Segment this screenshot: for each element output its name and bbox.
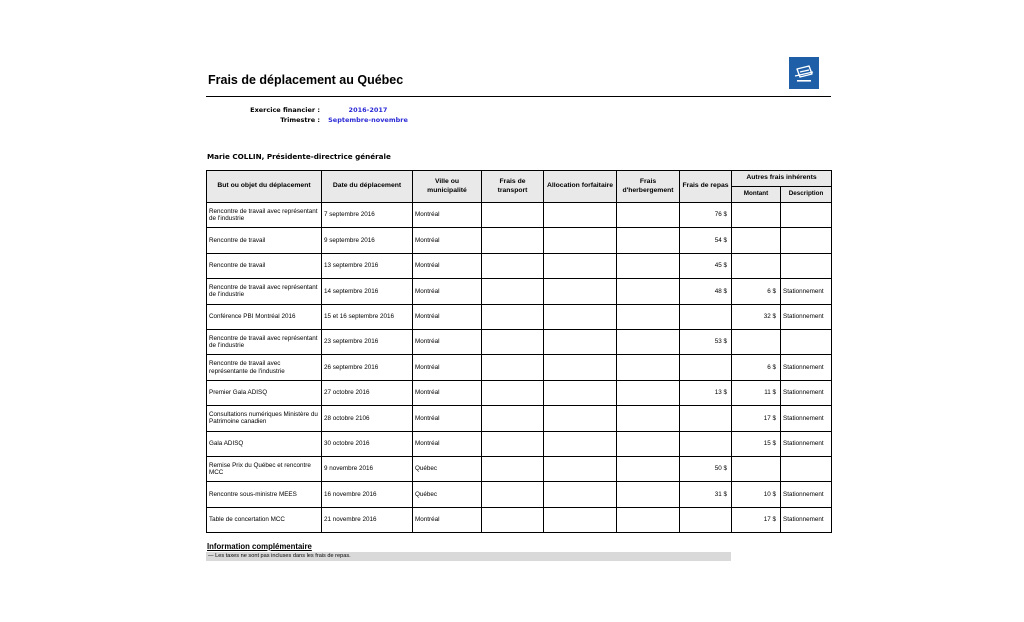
cell-allowance [544,406,617,431]
cell-other-amount: 17 $ [732,507,781,532]
cell-city: Montréal [413,253,482,278]
cell-meals [680,355,732,380]
cell-transport [482,203,544,228]
header-other-description: Description [781,187,832,203]
table-row [207,329,832,354]
page-title: Frais de déplacement au Québec [208,73,404,87]
title-divider [206,96,831,97]
cell-allowance [544,203,617,228]
cell-purpose: Consultations numériques Ministère du Patrimoine canadien [207,406,322,431]
table-row [207,406,832,431]
cell-other-description [781,253,832,278]
cell-transport [482,482,544,507]
table-row [207,279,832,304]
cell-other-description [781,203,832,228]
cell-allowance [544,482,617,507]
cell-other-amount: 10 $ [732,482,781,507]
cell-other-amount: 17 $ [732,406,781,431]
fiscal-year-label: Exercice financier : [250,106,320,114]
table-row [207,507,832,532]
table-row [207,482,832,507]
cell-city: Montréal [413,203,482,228]
header-city: Ville ou municipalité [413,171,482,203]
table-row [207,380,832,405]
cell-city: Québec [413,482,482,507]
cell-meals [680,304,732,329]
cell-date: 26 septembre 2016 [322,355,413,380]
header-other-fees: Autres frais inhérents [732,171,832,187]
cell-meals: 76 $ [680,203,732,228]
cell-meals: 53 $ [680,329,732,354]
cell-date: 28 octobre 2106 [322,406,413,431]
cell-transport [482,507,544,532]
cell-purpose: Remise Prix du Québec et rencontre MCC [207,456,322,481]
header-purpose: But ou objet du déplacement [207,171,322,203]
cell-purpose: Rencontre de travail avec représentant de l'industrie [207,329,322,354]
organization-logo [789,57,819,89]
cell-other-description: Stationnement [781,482,832,507]
fiscal-year-value: 2016-2017 [348,106,388,114]
cell-date: 23 septembre 2016 [322,329,413,354]
cell-date: 9 septembre 2016 [322,228,413,253]
cell-other-amount [732,203,781,228]
table-row [207,431,832,456]
cell-date: 27 octobre 2016 [322,380,413,405]
cell-other-description [781,329,832,354]
cell-transport [482,406,544,431]
cell-other-amount: 32 $ [732,304,781,329]
fiscal-year-row [206,106,416,116]
cell-other-amount: 6 $ [732,355,781,380]
cell-lodging [617,380,680,405]
header-date: Date du déplacement [322,171,413,203]
header-lodging: Frais d'herbergement [617,171,680,203]
cell-other-amount [732,456,781,481]
cell-other-amount [732,228,781,253]
cell-purpose: Rencontre de travail [207,228,322,253]
cell-lodging [617,507,680,532]
cell-allowance [544,253,617,278]
cell-city: Montréal [413,431,482,456]
cell-lodging [617,431,680,456]
cell-allowance [544,329,617,354]
cell-city: Montréal [413,380,482,405]
cell-lodging [617,482,680,507]
cell-transport [482,228,544,253]
cell-purpose: Table de concertation MCC [207,507,322,532]
header-transport: Frais de transport [482,171,544,203]
cell-meals: 31 $ [680,482,732,507]
cell-allowance [544,431,617,456]
cell-meals [680,406,732,431]
cell-lodging [617,279,680,304]
cell-transport [482,329,544,354]
cell-other-description: Stationnement [781,507,832,532]
table-row [207,203,832,228]
cell-other-description: Stationnement [781,304,832,329]
cell-purpose: Rencontre de travail avec représentant de l'industrie [207,279,322,304]
cell-city: Montréal [413,304,482,329]
cell-purpose: Gala ADISQ [207,431,322,456]
cell-date: 14 septembre 2016 [322,279,413,304]
cell-other-amount: 11 $ [732,380,781,405]
cell-other-amount: 15 $ [732,431,781,456]
table-row [207,304,832,329]
cell-city: Québec [413,456,482,481]
cell-allowance [544,228,617,253]
cell-meals: 48 $ [680,279,732,304]
info-section-title: Information complémentaire [207,542,312,551]
cell-lodging [617,253,680,278]
cell-purpose: Rencontre de travail avec représentante de l'industrie [207,355,322,380]
expenses-table [206,170,832,533]
cell-meals: 45 $ [680,253,732,278]
cell-date: 9 novembre 2016 [322,456,413,481]
cell-transport [482,380,544,405]
cell-city: Montréal [413,329,482,354]
cell-allowance [544,279,617,304]
cell-date: 16 novembre 2016 [322,482,413,507]
cell-transport [482,355,544,380]
cell-allowance [544,507,617,532]
cell-other-description [781,456,832,481]
cell-city: Montréal [413,406,482,431]
header-other-amount: Montant [732,187,781,203]
period-info [206,106,416,125]
tv-logo-icon [789,57,819,89]
cell-city: Montréal [413,355,482,380]
header-allowance: Allocation forfaitaire [544,171,617,203]
cell-date: 15 et 16 septembre 2016 [322,304,413,329]
cell-transport [482,431,544,456]
cell-transport [482,456,544,481]
cell-purpose: Rencontre de travail [207,253,322,278]
cell-meals [680,507,732,532]
table-row [207,355,832,380]
cell-transport [482,279,544,304]
quarter-row [206,116,416,126]
cell-other-description: Stationnement [781,279,832,304]
header-meals: Frais de repas [680,171,732,203]
cell-date: 13 septembre 2016 [322,253,413,278]
cell-purpose: Conférence PBI Montréal 2016 [207,304,322,329]
cell-purpose: Rencontre sous-ministre MEES [207,482,322,507]
cell-allowance [544,355,617,380]
cell-city: Montréal [413,228,482,253]
cell-transport [482,304,544,329]
cell-other-amount: 6 $ [732,279,781,304]
cell-allowance [544,456,617,481]
table-row [207,456,832,481]
cell-date: 30 octobre 2016 [322,431,413,456]
cell-lodging [617,355,680,380]
cell-meals [680,431,732,456]
cell-city: Montréal [413,279,482,304]
cell-meals: 13 $ [680,380,732,405]
cell-allowance [544,304,617,329]
cell-lodging [617,304,680,329]
cell-meals: 54 $ [680,228,732,253]
person-name-title: Marie COLLIN, Présidente-directrice générale [207,152,391,161]
cell-lodging [617,456,680,481]
table-row [207,253,832,278]
cell-other-description [781,228,832,253]
cell-meals: 50 $ [680,456,732,481]
cell-other-description: Stationnement [781,355,832,380]
cell-other-description: Stationnement [781,431,832,456]
cell-lodging [617,203,680,228]
cell-transport [482,253,544,278]
cell-date: 7 septembre 2016 [322,203,413,228]
cell-purpose: Rencontre de travail avec représentant de l'industrie [207,203,322,228]
cell-lodging [617,228,680,253]
cell-other-amount [732,329,781,354]
info-note: — Les taxes ne sont pas incluses dans les frais de repas. [206,552,731,561]
table-header-row [207,171,832,187]
cell-city: Montréal [413,507,482,532]
cell-other-amount [732,253,781,278]
cell-lodging [617,329,680,354]
quarter-value: Septembre-novembre [328,115,408,124]
cell-allowance [544,380,617,405]
cell-lodging [617,406,680,431]
cell-other-description: Stationnement [781,380,832,405]
cell-purpose: Premier Gala ADISQ [207,380,322,405]
cell-other-description: Stationnement [781,406,832,431]
quarter-label: Trimestre : [280,115,320,124]
table-row [207,228,832,253]
cell-date: 21 novembre 2016 [322,507,413,532]
